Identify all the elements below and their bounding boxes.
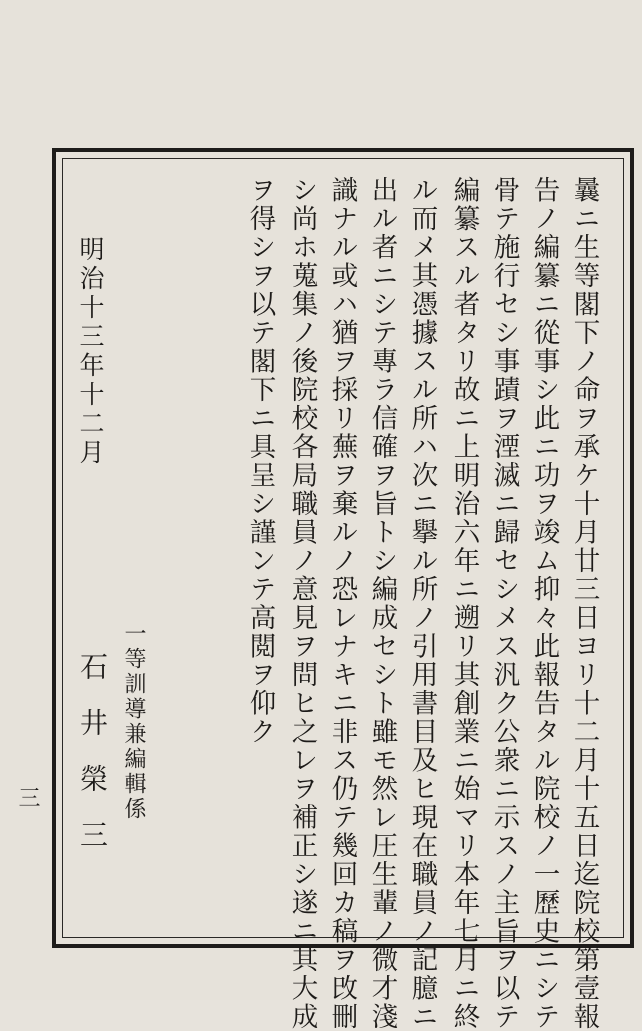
signature-name: 石井榮三	[76, 652, 109, 876]
text-column-7: 識ナル或ハ猶ヲ採リ蕪ヲ棄ルノ恐レナキニ非ス仍テ幾回カ稿ヲ攺刪	[326, 176, 358, 1031]
text-column-8: シ尚ホ蒐集ノ後院校各局職員ノ意見ヲ問ヒ之レヲ補正シ遂ニ其大成	[286, 176, 318, 1031]
date-line: 明治十三年十二月	[76, 236, 105, 468]
text-column-1: 曩ニ生等閣下ノ命ヲ承ケ十月廿三日ヨリ十二月十五日迄院校第壹報	[568, 176, 600, 1031]
text-column-3: 骨テ施行セシ事蹟ヲ湮滅ニ歸セシメス汎ク公衆ニ示スノ主旨ヲ以テ	[488, 176, 520, 1031]
signature-title: 一等訓導兼編輯係	[121, 622, 146, 822]
text-column-9: ヲ得シヲ以テ閣下ニ具呈シ謹ンテ高閲ヲ仰ク	[244, 176, 276, 746]
page-number: 三	[15, 786, 40, 808]
text-column-2: 告ノ編纂ニ從事シ此ニ功ヲ竣ム抑々此報告タル院校ノ一歷史ニシテ	[528, 176, 560, 1031]
text-column-5: ル而メ其憑據スル所ハ次ニ擧ル所ノ引用書目及ヒ現在職員ノ記臆ニ	[406, 176, 438, 1031]
text-column-4: 編纂スル者タリ故ニ上明治六年ニ遡リ其創業ニ始マリ本年七月ニ終	[448, 176, 480, 1031]
text-column-6: 出ル者ニシテ專ラ信確ヲ旨トシ編成セシト雖モ然レ圧生輩ノ微才淺	[366, 176, 398, 1031]
